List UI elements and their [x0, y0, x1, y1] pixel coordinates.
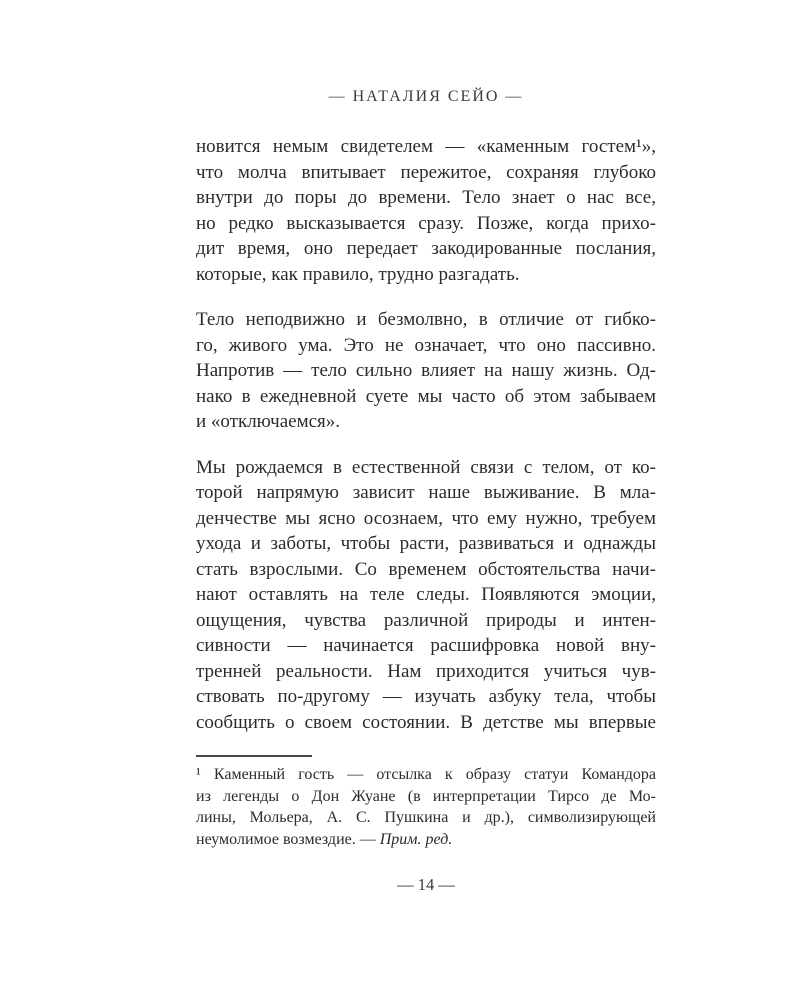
body-text-line: Мы рождаемся в естественной связи с телом, от ко-	[196, 456, 656, 478]
body-text-line: ощущения, чувства различной природы и интен-	[196, 609, 656, 631]
body-text-line: нако в ежедневной суете мы часто об этом забываем	[196, 385, 656, 407]
footnote	[196, 755, 656, 850]
body-text-line: сивности — начинается расшифровка новой вну-	[196, 635, 656, 656]
body-text-line: нают оставлять на теле следы. Появляются эмоции,	[196, 584, 656, 605]
footnote-rule	[196, 755, 312, 757]
footnote-line: ¹ Каменный гость — отсылка к образу статуи Командора	[196, 766, 656, 783]
body-text-line: тренней реальности. Нам приходится учиться чув-	[196, 660, 656, 682]
body-text-line: что молча впитывает пережитое, сохраняя глубоко	[196, 161, 656, 183]
paragraph	[196, 455, 656, 736]
body-text-line: торой напрямую зависит наше выживание. В мла-	[196, 482, 656, 503]
body-text-line: внутри до поры до времени. Тело знает о нас все,	[196, 187, 656, 208]
footnote-line: из легенды о Дон Жуане (в интерпретации Тирсо де Мо-	[196, 787, 656, 805]
body-text-line: денчестве мы ясно осознаем, что ему нужно, требуем	[196, 507, 656, 529]
body-text-line: Тело неподвижно и безмолвно, в отличие от гибко-	[196, 309, 656, 330]
page-number: — 14 —	[397, 875, 455, 894]
body-text-line: ствовать по-другому — изучать азбуку тела, чтобы	[196, 686, 656, 707]
body-text-line: новится немым свидетелем — «каменным гостем¹»,	[196, 136, 656, 157]
body-text-line: но редко высказывается сразу. Позже, когда прихо-	[196, 212, 656, 234]
paragraph	[196, 134, 656, 287]
footnote-line: лины, Мольера, А. С. Пушкина и др.), символизирующей	[196, 809, 656, 826]
text-column	[196, 0, 656, 895]
body-text-line: Напротив — тело сильно влияет на нашу жизнь. Од-	[196, 360, 656, 381]
body-text-line: и «отключаемся».	[196, 411, 341, 432]
body-text-line: ухода и заботы, чтобы расти, развиваться и однажды	[196, 533, 656, 554]
body-text-line: го, живого ума. Это не означает, что оно пассивно.	[196, 334, 656, 356]
footnote-text	[196, 764, 656, 850]
footnote-last-line-text: неумолимое возмездие. —	[196, 830, 380, 848]
body-text-line: дит время, оно передает закодированные послания,	[196, 238, 656, 259]
body-text-line: стать взрослыми. Со временем обстоятельства начи-	[196, 558, 656, 580]
body-text-line: сообщить о своем состоянии. В детстве мы впервые	[196, 711, 656, 733]
footnote-editor-note: Прим. ред.	[379, 830, 453, 848]
footnote-line	[196, 829, 656, 851]
body-text	[196, 134, 656, 735]
running-header: — НАТАЛИЯ СЕЙО —	[328, 88, 524, 105]
body-text-line: которые, как правило, трудно разгадать.	[196, 263, 520, 285]
paragraph	[196, 307, 656, 435]
